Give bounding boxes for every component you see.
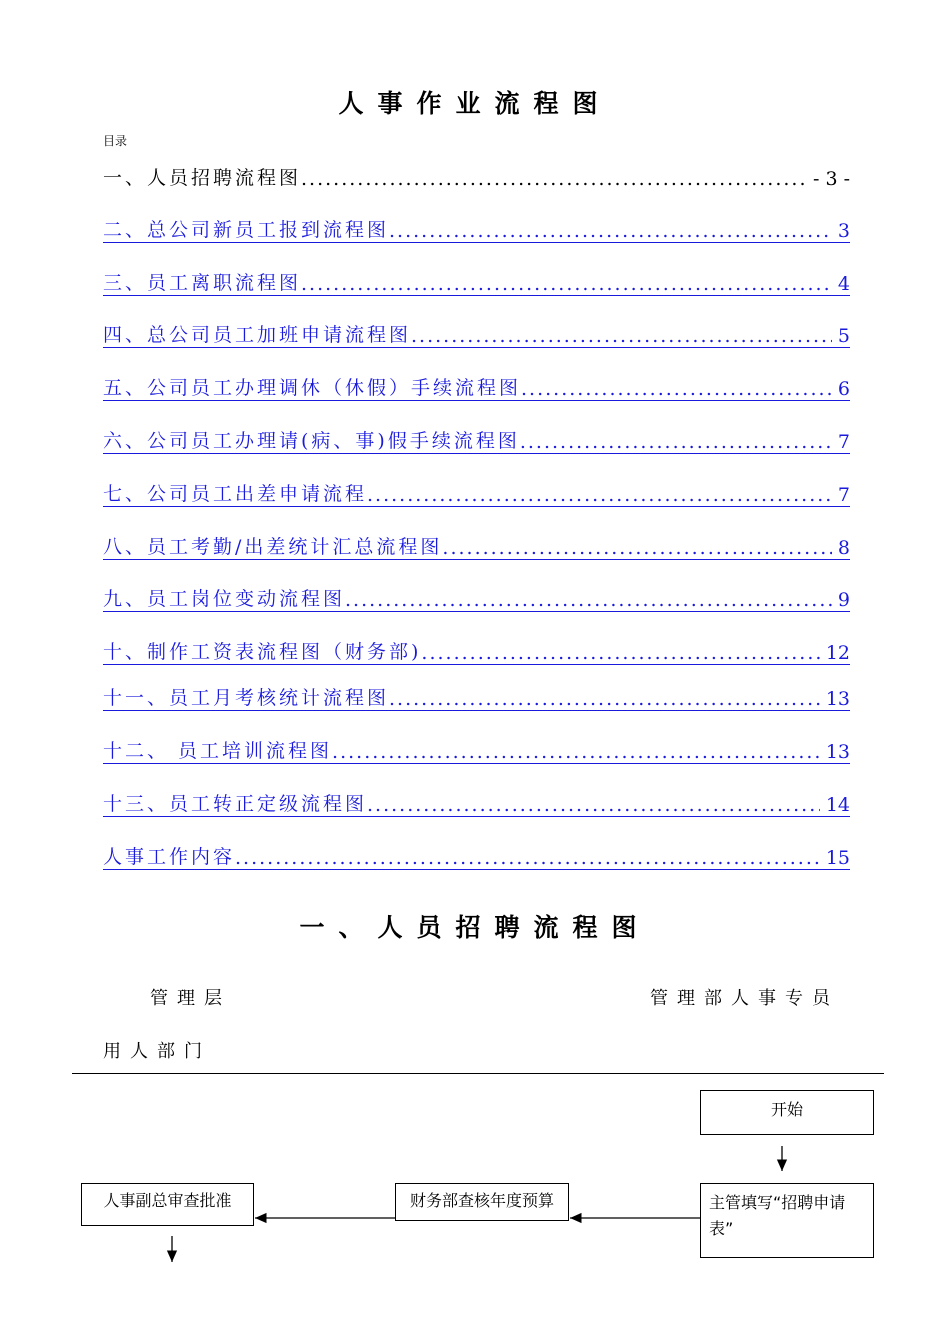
toc-item-page: 7 xyxy=(837,431,850,453)
toc-item-title: 十、制作工资表流程图（财务部) xyxy=(103,641,422,663)
toc-item-title: 一、人员招聘流程图 xyxy=(103,167,302,189)
toc-item-page: 13 xyxy=(825,741,850,763)
toc-item-title: 人事工作内容 xyxy=(103,846,236,868)
toc-item-page: 15 xyxy=(825,847,850,869)
toc-item-title: 六、公司员工办理请(病、事)假手续流程图 xyxy=(103,430,520,452)
column-label-hr: 管理部人事专员 xyxy=(650,988,839,1009)
toc-item-page: 13 xyxy=(825,688,850,710)
toc-item-page: 6 xyxy=(837,378,850,400)
toc-item-title: 十一、员工月考核统计流程图 xyxy=(103,687,390,709)
toc-label: 目录 xyxy=(103,134,128,148)
toc-item-title: 十二、 员工培训流程图 xyxy=(103,740,333,762)
toc-item-page: 7 xyxy=(837,484,850,506)
section-title: 一、人员招聘流程图 xyxy=(299,913,651,942)
toc-item-page: 12 xyxy=(825,642,850,664)
column-label-management: 管理层 xyxy=(150,988,231,1009)
toc-item-page: 9 xyxy=(837,589,850,611)
toc-item-title: 三、员工离职流程图 xyxy=(103,272,302,294)
toc-item-page: 8 xyxy=(837,537,850,559)
toc-item-page: 5 xyxy=(837,325,850,347)
toc-item-page: - 3 - xyxy=(812,168,850,190)
toc-item-title: 八、员工考勤/出差统计汇总流程图 xyxy=(103,536,443,558)
column-label-dept: 用人部门 xyxy=(103,1041,211,1062)
flow-box-vp-approve: 人事副总审查批准 xyxy=(81,1183,254,1226)
flow-box-start: 开始 xyxy=(700,1090,874,1135)
toc-item-title: 九、员工岗位变动流程图 xyxy=(103,588,346,610)
toc-item-page: 14 xyxy=(825,794,850,816)
toc-item-page: 3 xyxy=(837,220,850,242)
toc-item-title: 七、公司员工出差申请流程 xyxy=(103,483,368,505)
toc-item-title: 四、总公司员工加班申请流程图 xyxy=(103,324,412,346)
page-title: 人事作业流程图 xyxy=(338,89,612,118)
toc-item-title: 十三、员工转正定级流程图 xyxy=(103,793,368,815)
toc-item-title: 五、公司员工办理调休（休假）手续流程图 xyxy=(103,377,522,399)
toc-item-title: 二、总公司新员工报到流程图 xyxy=(103,219,390,241)
flow-box-fill-form: 主管填写“招聘申请表” xyxy=(700,1183,874,1258)
flow-box-finance: 财务部查核年度预算 xyxy=(395,1183,569,1221)
toc-item-page: 4 xyxy=(837,273,850,295)
